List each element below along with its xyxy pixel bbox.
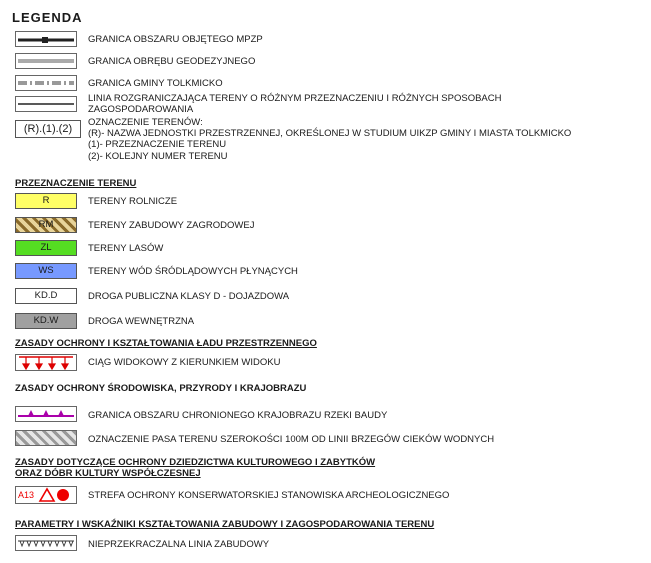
land-use-swatch-RM: RM: [15, 217, 77, 233]
municipality-boundary-icon: [15, 75, 77, 91]
section-title-land-use: PRZEZNACZENIE TERENU: [15, 178, 137, 189]
section-title-parameters: PARAMETRY I WSKAŹNIKI KSZTAŁTOWANIA ZABUDOWY I ZAGOSPODAROWANIA TERENU: [15, 519, 435, 530]
demarcation-label-line2: ZAGOSPODAROWANIA: [88, 104, 194, 115]
section-title-heritage-1: ZASADY DOTYCZĄCE OCHRONY DZIEDZICTWA KULTUROWEGO I ZABYTKÓW: [15, 457, 376, 468]
environment-label-waterside: OZNACZENIE PASA TERENU SZEROKOŚCI 100M OD LINII BRZEGÓW CIEKÓW WODNYCH: [88, 434, 495, 445]
legend-title: LEGENDA: [12, 10, 83, 25]
plan-area-boundary-icon: [15, 31, 77, 47]
archaeological-site-code: A13: [18, 490, 35, 500]
marking-line-4: (2)- KOLEJNY NUMER TERENU: [88, 151, 228, 162]
view-axis-icon: [15, 354, 77, 371]
land-use-label-KDW: DROGA WEWNĘTRZNA: [88, 316, 195, 327]
geodetic-precinct-boundary-icon: [15, 53, 77, 69]
archaeological-site-icon: [15, 486, 77, 504]
section-title-heritage-2: ORAZ DÓBR KULTURY WSPÓŁCZESNEJ: [15, 468, 201, 479]
land-use-label-RM: TERENY ZABUDOWY ZAGRODOWEJ: [88, 220, 255, 231]
demarcation-line-icon: [15, 96, 77, 112]
marking-line-3: (1)- PRZEZNACZENIE TERENU: [88, 139, 227, 150]
land-use-swatch-KDD: KD.D: [15, 288, 77, 304]
protected-landscape-boundary-icon: [15, 406, 77, 422]
land-use-label-R: TERENY ROLNICZE: [88, 196, 178, 207]
building-line-icon: [15, 535, 77, 551]
environment-label-landscape: GRANICA OBSZARU CHRONIONEGO KRAJOBRAZU RZEKI BAUDY: [88, 410, 388, 421]
section-title-spatial-order: ZASADY OCHRONY I KSZTAŁTOWANIA ŁADU PRZESTRZENNEGO: [15, 338, 317, 349]
marking-line-1: OZNACZENIE TERENÓW:: [88, 117, 203, 128]
land-use-label-WS: TERENY WÓD ŚRÓDLĄDOWYCH PŁYNĄCYCH: [88, 266, 298, 277]
marking-line-2: (R)- NAZWA JEDNOSTKI PRZESTRZENNEJ, OKREŚLONEJ W STUDIUM UIKZP GMINY I MIASTA TOLKMICKO: [88, 128, 572, 139]
land-use-swatch-WS: WS: [15, 263, 77, 279]
parameters-label-building-line: NIEPRZEKRACZALNA LINIA ZABUDOWY: [88, 539, 270, 550]
boundary-label-geodetic: GRANICA OBRĘBU GEODEZYJNEGO: [88, 56, 256, 67]
marking-symbol: (R).(1).(2): [15, 120, 81, 138]
land-use-swatch-KDW: KD.W: [15, 313, 77, 329]
land-use-label-KDD: DROGA PUBLICZNA KLASY D - DOJAZDOWA: [88, 291, 290, 302]
land-use-label-ZL: TERENY LASÓW: [88, 243, 164, 254]
waterside-strip-icon: [15, 430, 77, 446]
land-use-swatch-ZL: ZL: [15, 240, 77, 256]
heritage-label-archaeological: STREFA OCHRONY KONSERWATORSKIEJ STANOWISKA ARCHEOLOGICZNEGO: [88, 490, 450, 501]
spatial-label-view-axis: CIĄG WIDOKOWY Z KIERUNKIEM WIDOKU: [88, 357, 281, 368]
demarcation-label-line1: LINIA ROZGRANICZAJĄCA TERENY O RÓŻNYM PRZEZNACZENIU I RÓŻNYCH SPOSOBACH: [88, 93, 502, 104]
section-title-environment: ZASADY OCHRONY ŚRODOWISKA, PRZYRODY I KRAJOBRAZU: [15, 383, 307, 394]
boundary-label-plan-area: GRANICA OBSZARU OBJĘTEGO MPZP: [88, 34, 263, 45]
boundary-label-municipality: GRANICA GMINY TOLKMICKO: [88, 78, 223, 89]
land-use-swatch-R: R: [15, 193, 77, 209]
